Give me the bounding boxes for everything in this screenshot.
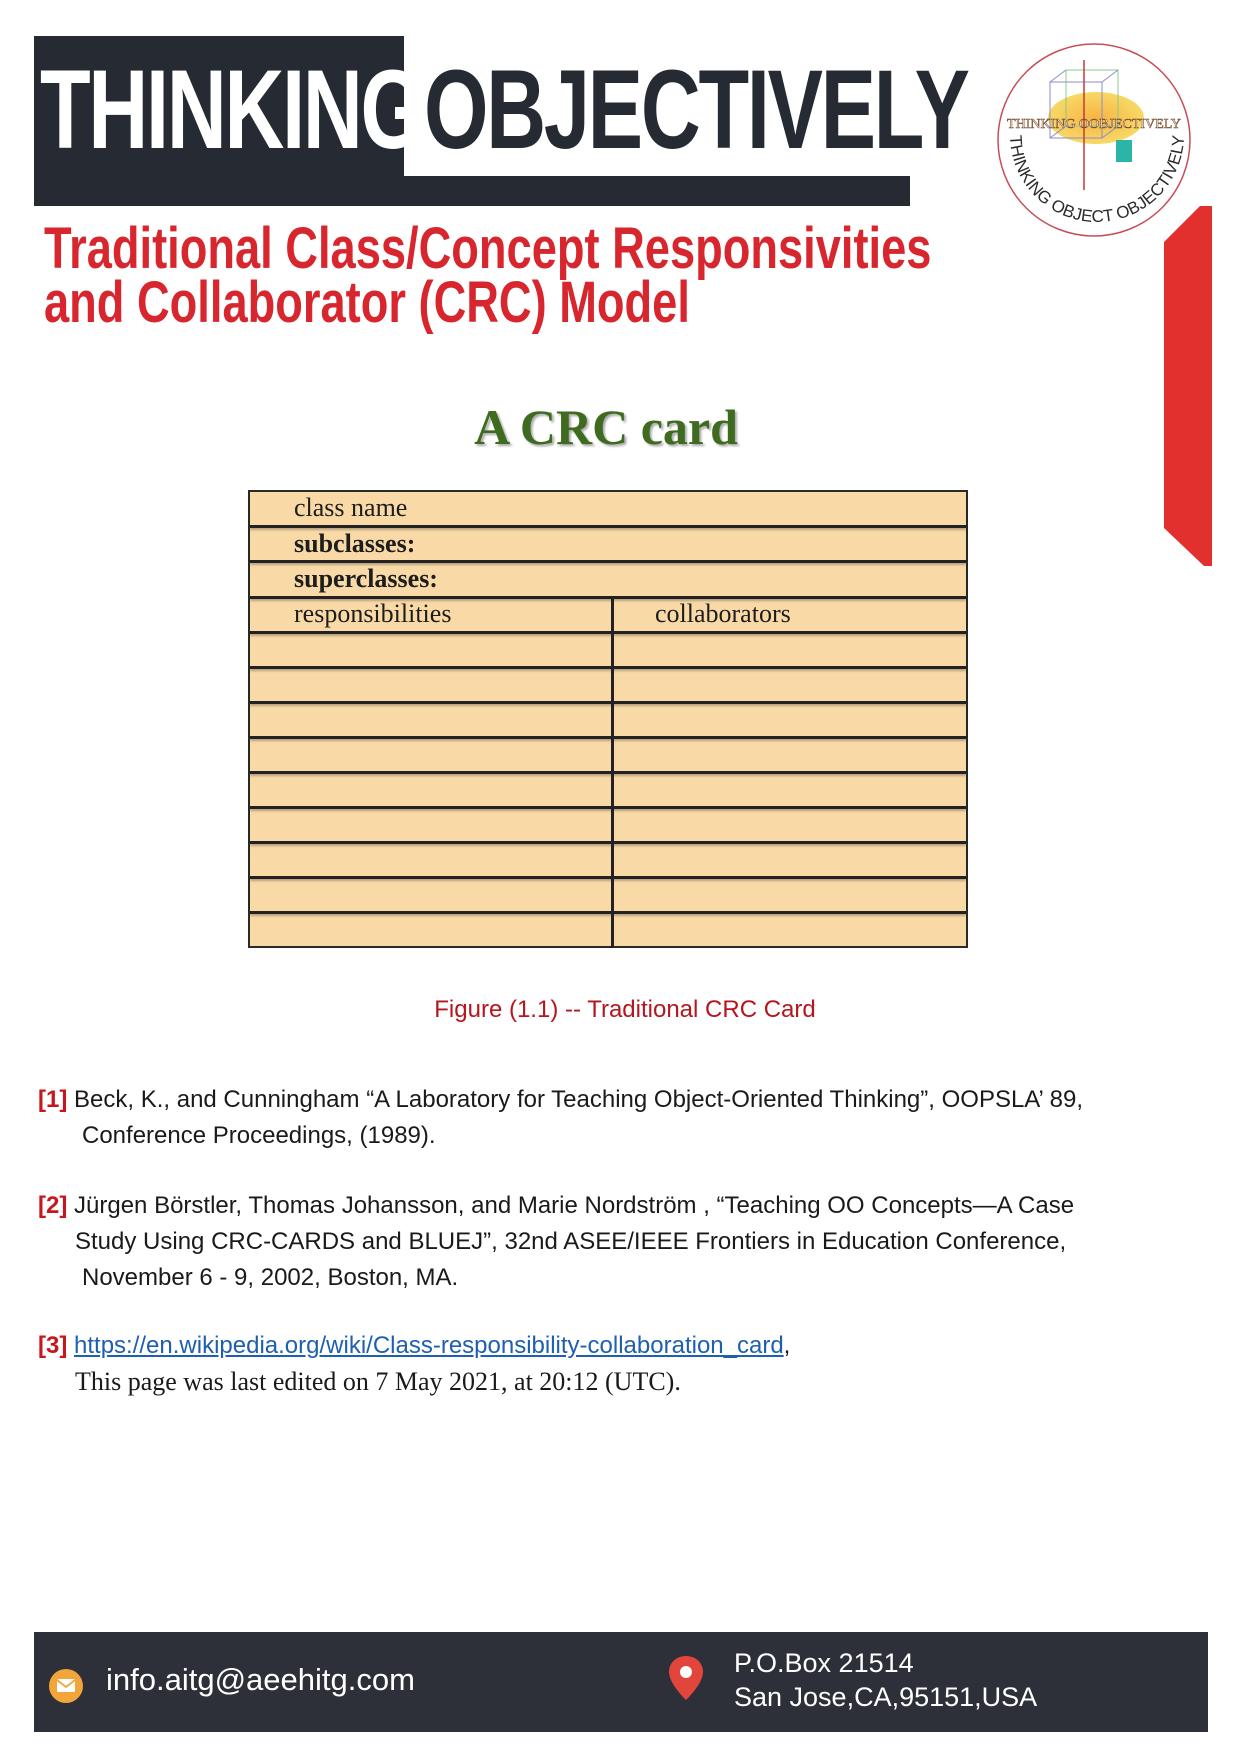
crc-blank-row: [250, 704, 966, 739]
crc-subclasses-label: subclasses:: [294, 529, 416, 558]
footer-email[interactable]: info.aitg@aeehitg.com: [106, 1662, 415, 1697]
crc-column-divider: [611, 599, 614, 948]
masthead-objectively: OBJECTIVELY: [424, 47, 968, 172]
title-line-1: Traditional Class/Concept Responsivities: [44, 216, 932, 281]
reference-number: [3]: [38, 1332, 68, 1359]
reference-3: [38, 1328, 1208, 1400]
crc-row-subclasses: [250, 528, 966, 563]
address-line-1: P.O.Box 21514: [734, 1648, 914, 1678]
logo-ring-text: THINKING OBJECT OBJECTIVELY: [1005, 134, 1189, 227]
reference-text-cont: Conference Proceedings, (1989).: [82, 1122, 436, 1149]
reference-text-cont: Study Using CRC-CARDS and BLUEJ”, 32nd ASEE/IEEE Frontiers in Education Conference,: [75, 1228, 1067, 1255]
location-pin-icon: [666, 1654, 706, 1702]
crc-blank-row: [250, 634, 966, 669]
crc-blank-row: [250, 774, 966, 809]
reference-text-cont: November 6 - 9, 2002, Boston, MA.: [82, 1264, 459, 1291]
crc-row-class-name: [250, 492, 966, 528]
crc-card: [248, 490, 968, 948]
reference-text-cont: This page was last edited on 7 May 2021, at 20:12 (UTC).: [75, 1367, 681, 1396]
crc-blank-row: [250, 809, 966, 844]
reference-number: [2]: [38, 1192, 68, 1219]
crc-blank-row: [250, 879, 966, 914]
card-heading: A CRC card: [474, 399, 738, 455]
mail-icon: [48, 1668, 84, 1704]
reference-text: Jürgen Börstler, Thomas Johansson, and Marie Nordström , “Teaching OO Concepts—A Case: [74, 1192, 1075, 1219]
crc-row-superclasses: [250, 563, 966, 599]
reference-1: [38, 1082, 1208, 1154]
crc-collaborators-label: collaborators: [655, 599, 791, 628]
reference-comma: ,: [783, 1332, 791, 1359]
crc-blank-row: [250, 844, 966, 879]
reference-2: [38, 1188, 1208, 1296]
crc-responsibilities-label: responsibilities: [294, 599, 452, 628]
masthead-thinking: THINKING: [40, 47, 423, 172]
crc-blank-row: [250, 739, 966, 774]
reference-text: Beck, K., and Cunningham “A Laboratory for Teaching Object-Oriented Thinking”, OOPSLA’ 89,: [74, 1086, 1083, 1113]
crc-row-headers: [250, 599, 966, 634]
side-accent: [1164, 206, 1212, 566]
address-line-2: San Jose,CA,95151,USA: [734, 1682, 1038, 1712]
logo-block: [1116, 140, 1132, 162]
crc-superclasses-label: superclasses:: [294, 564, 438, 593]
logo-top-text: THINKING OOBJECTIVELY: [1007, 117, 1181, 132]
reference-link[interactable]: https://en.wikipedia.org/wiki/Class-responsibility-collaboration_card: [74, 1332, 784, 1359]
footer-bar: [34, 1632, 1208, 1732]
crc-class-name-label: class name: [294, 493, 408, 522]
reference-number: [1]: [38, 1086, 68, 1113]
footer-address: [734, 1646, 1037, 1714]
title-line-2: and Collaborator (CRC) Model: [44, 270, 690, 335]
crc-blank-row: [250, 669, 966, 704]
page-title: [44, 216, 932, 335]
figure-caption: Figure (1.1) -- Traditional CRC Card: [434, 996, 816, 1023]
